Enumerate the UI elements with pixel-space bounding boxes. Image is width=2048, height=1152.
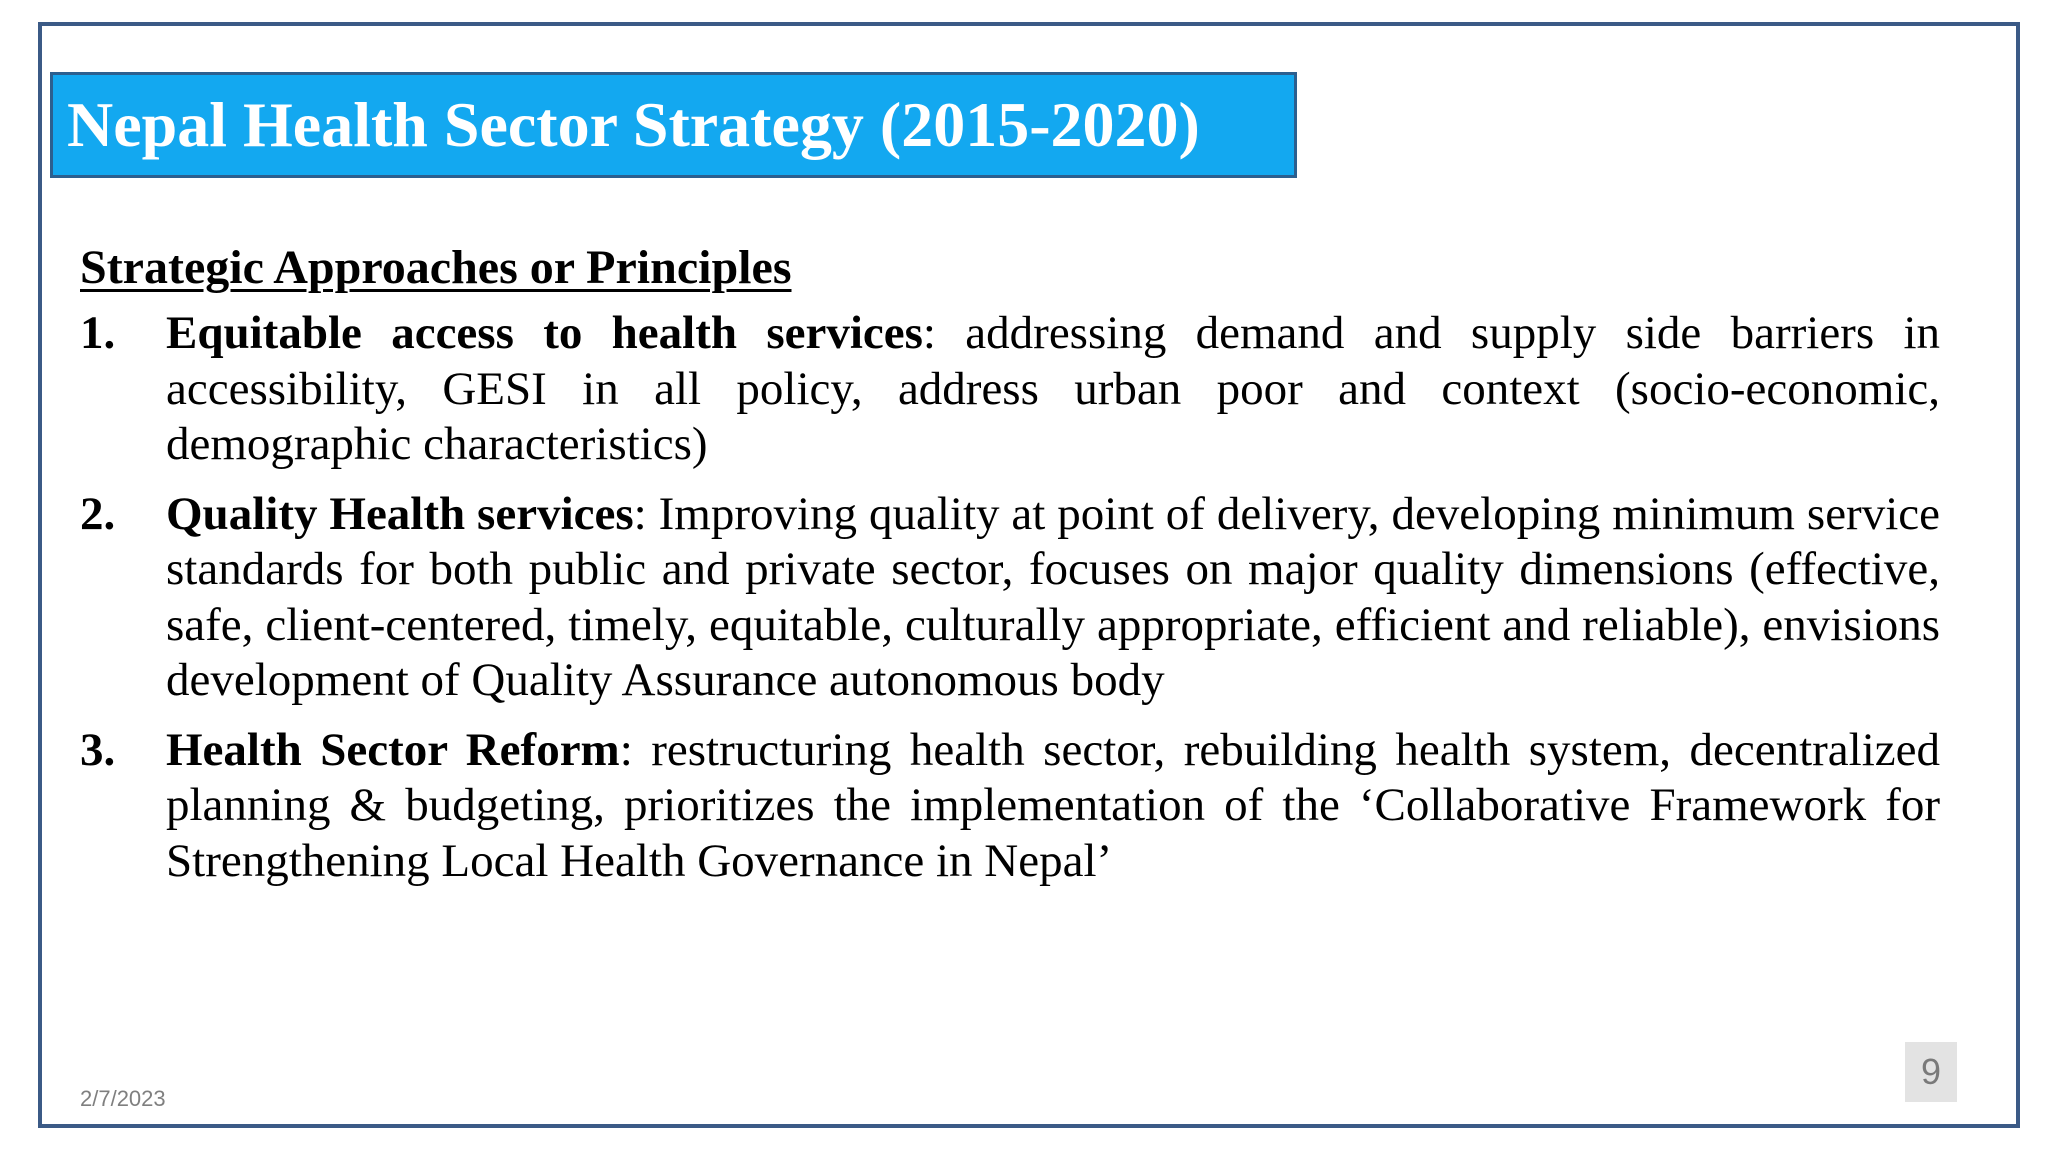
principle-separator: : (633, 487, 647, 540)
principles-list (80, 306, 1940, 903)
principle-item-sector-reform (80, 723, 1940, 890)
principle-name: Equitable access to health services (166, 307, 923, 359)
principle-number: 1. (80, 307, 116, 359)
principle-separator: : (619, 723, 633, 776)
principle-name: Health Sector Reform (166, 723, 620, 776)
principle-description: restructuring health sector, rebuilding health system, decentralized planning & budgeting, prioritizes the implementation of the ‘Collaborative Framework for Strengthening Local Health Governance in Nepal’ (166, 723, 1940, 887)
title-banner (50, 72, 1297, 178)
principle-name: Quality Health services (166, 487, 634, 540)
principle-description: Improving quality at point of delivery, developing minimum service standards for both public and private sector, focuses on major quality dimensions (effective, safe, client-centered, timely, equitable, culturally appropriate, efficient and reliable), envisions development of Quality Assurance autonomous body (166, 487, 1940, 706)
section-heading: Strategic Approaches or Principles (80, 241, 792, 294)
principle-number: 2. (80, 487, 116, 540)
principle-item-quality-services (80, 487, 1940, 709)
footer-date: 2/7/2023 (80, 1086, 166, 1111)
principle-number: 3. (80, 723, 116, 776)
principle-separator: : (922, 307, 936, 359)
page-number: 9 (1905, 1042, 1957, 1102)
principle-item-equitable-access (80, 306, 1940, 473)
principle-description: addressing demand and supply side barriers in accessibility, GESI in all policy, address urban poor and context (socio-economic, demographic characteristics) (166, 307, 1941, 470)
slide-title: Nepal Health Sector Strategy (2015-2020) (67, 89, 1200, 160)
